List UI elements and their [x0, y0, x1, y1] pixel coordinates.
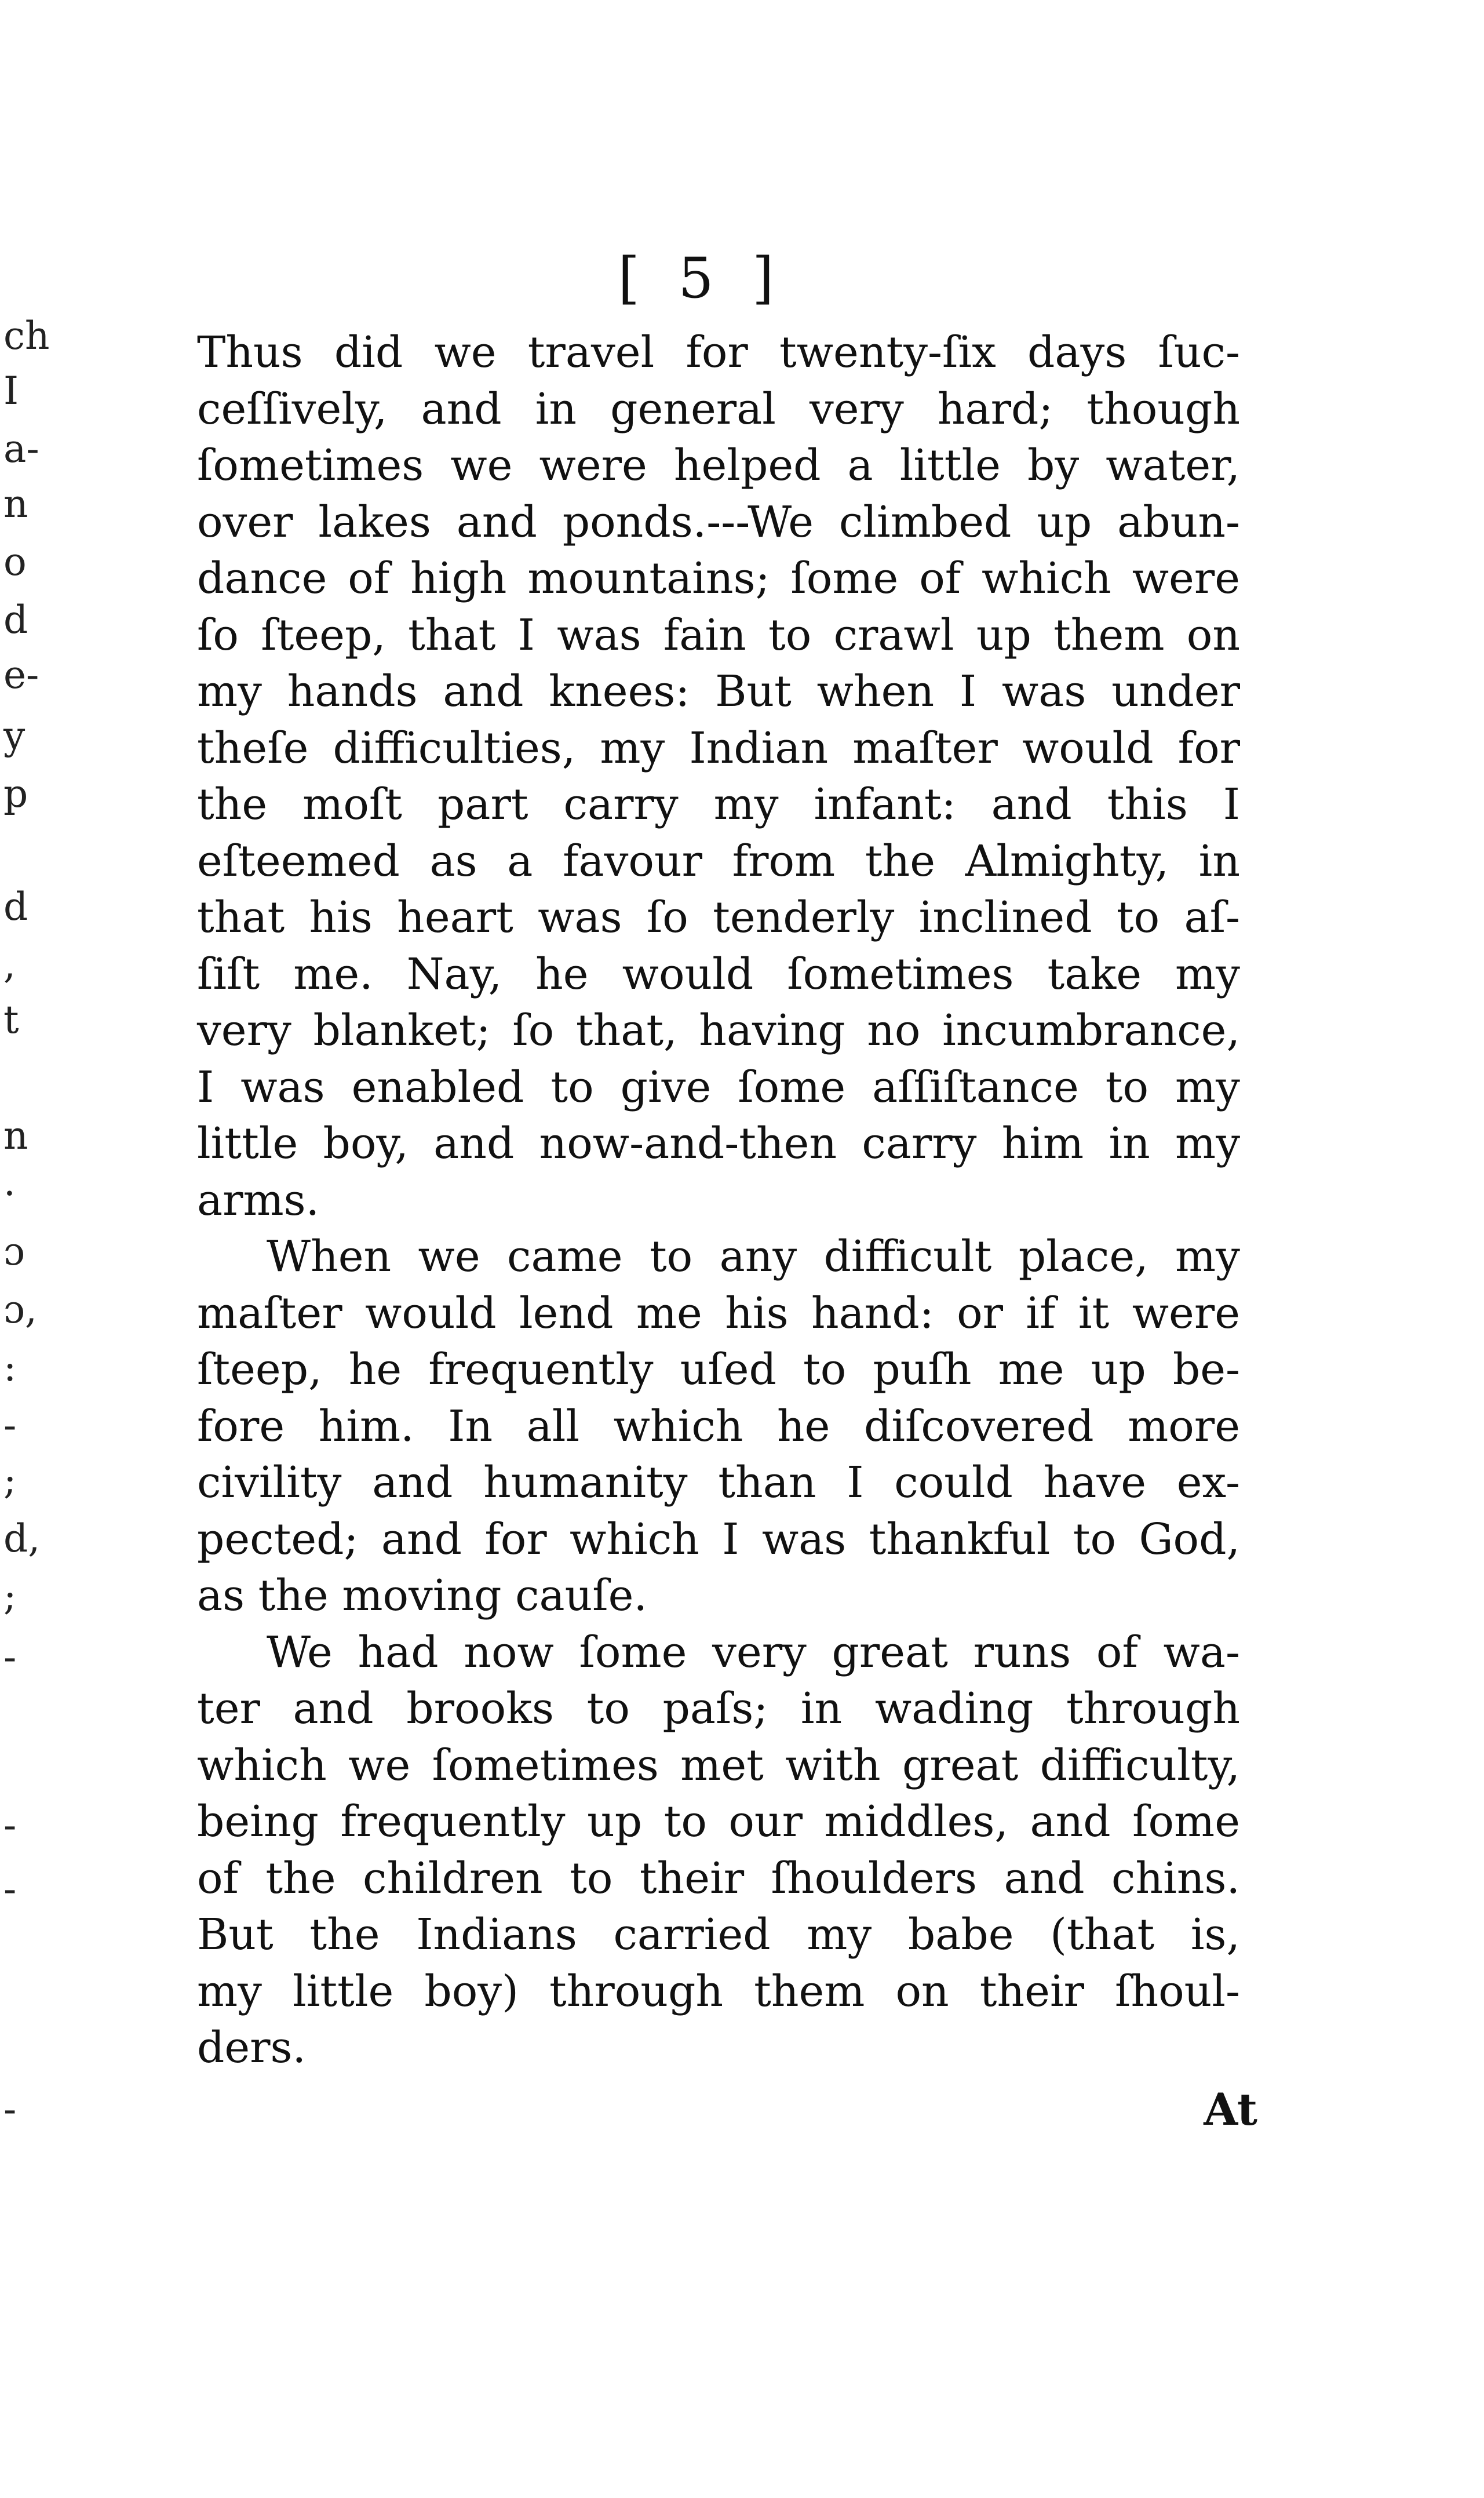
text-line: as the moving cauſe.	[197, 1571, 647, 1621]
text-line: ders.	[197, 2023, 307, 2073]
text-line: ſo ſteep, that I was fain to crawl up them on	[197, 610, 1240, 660]
text-line: my hands and knees: But when I was under	[197, 667, 1240, 716]
margin-fragment: ɔ	[3, 1229, 25, 1274]
margin-fragment: ·	[3, 1171, 16, 1216]
text-line: Thus did we travel for twenty-ſix days ſuc-	[197, 327, 1240, 377]
paragraph	[197, 325, 1240, 1229]
text-line: maſter would lend me his hand: or if it were	[197, 1288, 1240, 1338]
paragraph	[197, 1625, 1240, 2077]
margin-fragment: n	[3, 482, 28, 526]
margin-fragment: ;	[3, 1458, 17, 1503]
margin-fragment: -	[3, 1403, 17, 1448]
text-line: little boy, and now-and-then carry him in my	[197, 1119, 1240, 1168]
margin-fragment: ɔ,	[3, 1287, 37, 1332]
text-line: ſteep, he frequently uſed to puſh me up be-	[197, 1345, 1240, 1394]
margin-fragment: :	[3, 1345, 17, 1390]
margin-fragment: -	[3, 1803, 17, 1848]
text-line: ceſſively, and in general very hard; though	[197, 384, 1240, 434]
text-line: theſe difficulties, my Indian maſter would for	[197, 723, 1240, 773]
page-number: [ 5 ]	[618, 246, 785, 311]
margin-fragment: d	[3, 598, 28, 642]
margin-fragment: a-	[3, 427, 39, 471]
margin-fragment: e-	[3, 653, 39, 697]
text-line: over lakes and ponds.---We climbed up abun-	[197, 497, 1240, 547]
text-line: arms.	[197, 1175, 320, 1225]
text-line: of the children to their ſhoulders and chins.	[197, 1853, 1240, 1903]
text-line: I was enabled to give ſome aſſiſtance to my	[197, 1062, 1240, 1112]
text-line: dance of high mountains; ſome of which were	[197, 554, 1240, 603]
margin-fragment: d,	[3, 1516, 41, 1561]
text-line: ſometimes we were helped a little by water,	[197, 440, 1240, 490]
text-line: eſteemed as a favour from the Almighty, in	[197, 836, 1240, 886]
body-text	[197, 325, 1240, 2077]
margin-fragment: n	[3, 1113, 28, 1158]
margin-fragment: -	[3, 1867, 17, 1911]
text-line: We had now ſome very great runs of wa-	[267, 1627, 1240, 1677]
text-line: the moſt part carry my infant: and this I	[197, 780, 1240, 829]
catchword: At	[1204, 2084, 1257, 2135]
text-line: When we came to any difficult place, my	[267, 1232, 1240, 1281]
text-line: my little boy) through them on their ſhoul-	[197, 1966, 1240, 2016]
text-line: fore him. In all which he diſcovered more	[197, 1401, 1240, 1451]
text-line: very blanket; ſo that, having no incumbrance,	[197, 1006, 1240, 1055]
margin-fragment: t	[3, 997, 19, 1042]
margin-fragment: ,	[3, 942, 16, 987]
margin-fragment: -	[3, 2087, 17, 2132]
text-line: pected; and for which I was thankful to God,	[197, 1514, 1240, 1564]
text-line: But the Indians carried my babe (that is,	[197, 1910, 1240, 1960]
text-line: civility and humanity than I could have ex-	[197, 1458, 1240, 1507]
text-line: ſiſt me. Nay, he would ſometimes take my	[197, 949, 1240, 999]
text-line: which we ſometimes met with great difficulty,	[197, 1740, 1240, 1790]
margin-fragment: o	[3, 540, 27, 584]
margin-fragment: d	[3, 884, 28, 929]
margin-fragment: p	[3, 771, 28, 816]
margin-fragment: ch	[3, 314, 50, 358]
margin-fragment: I	[3, 369, 19, 413]
text-line: that his heart was ſo tenderly inclined to aſ-	[197, 893, 1240, 942]
margin-fragment: y	[3, 713, 25, 758]
margin-fragment: ;	[3, 1574, 17, 1619]
text-line: being frequently up to our middles, and ſome	[197, 1797, 1240, 1847]
text-line: ter and brooks to paſs; in wading through	[197, 1684, 1240, 1734]
margin-fragment: -	[3, 1635, 17, 1680]
paragraph	[197, 1229, 1240, 1625]
